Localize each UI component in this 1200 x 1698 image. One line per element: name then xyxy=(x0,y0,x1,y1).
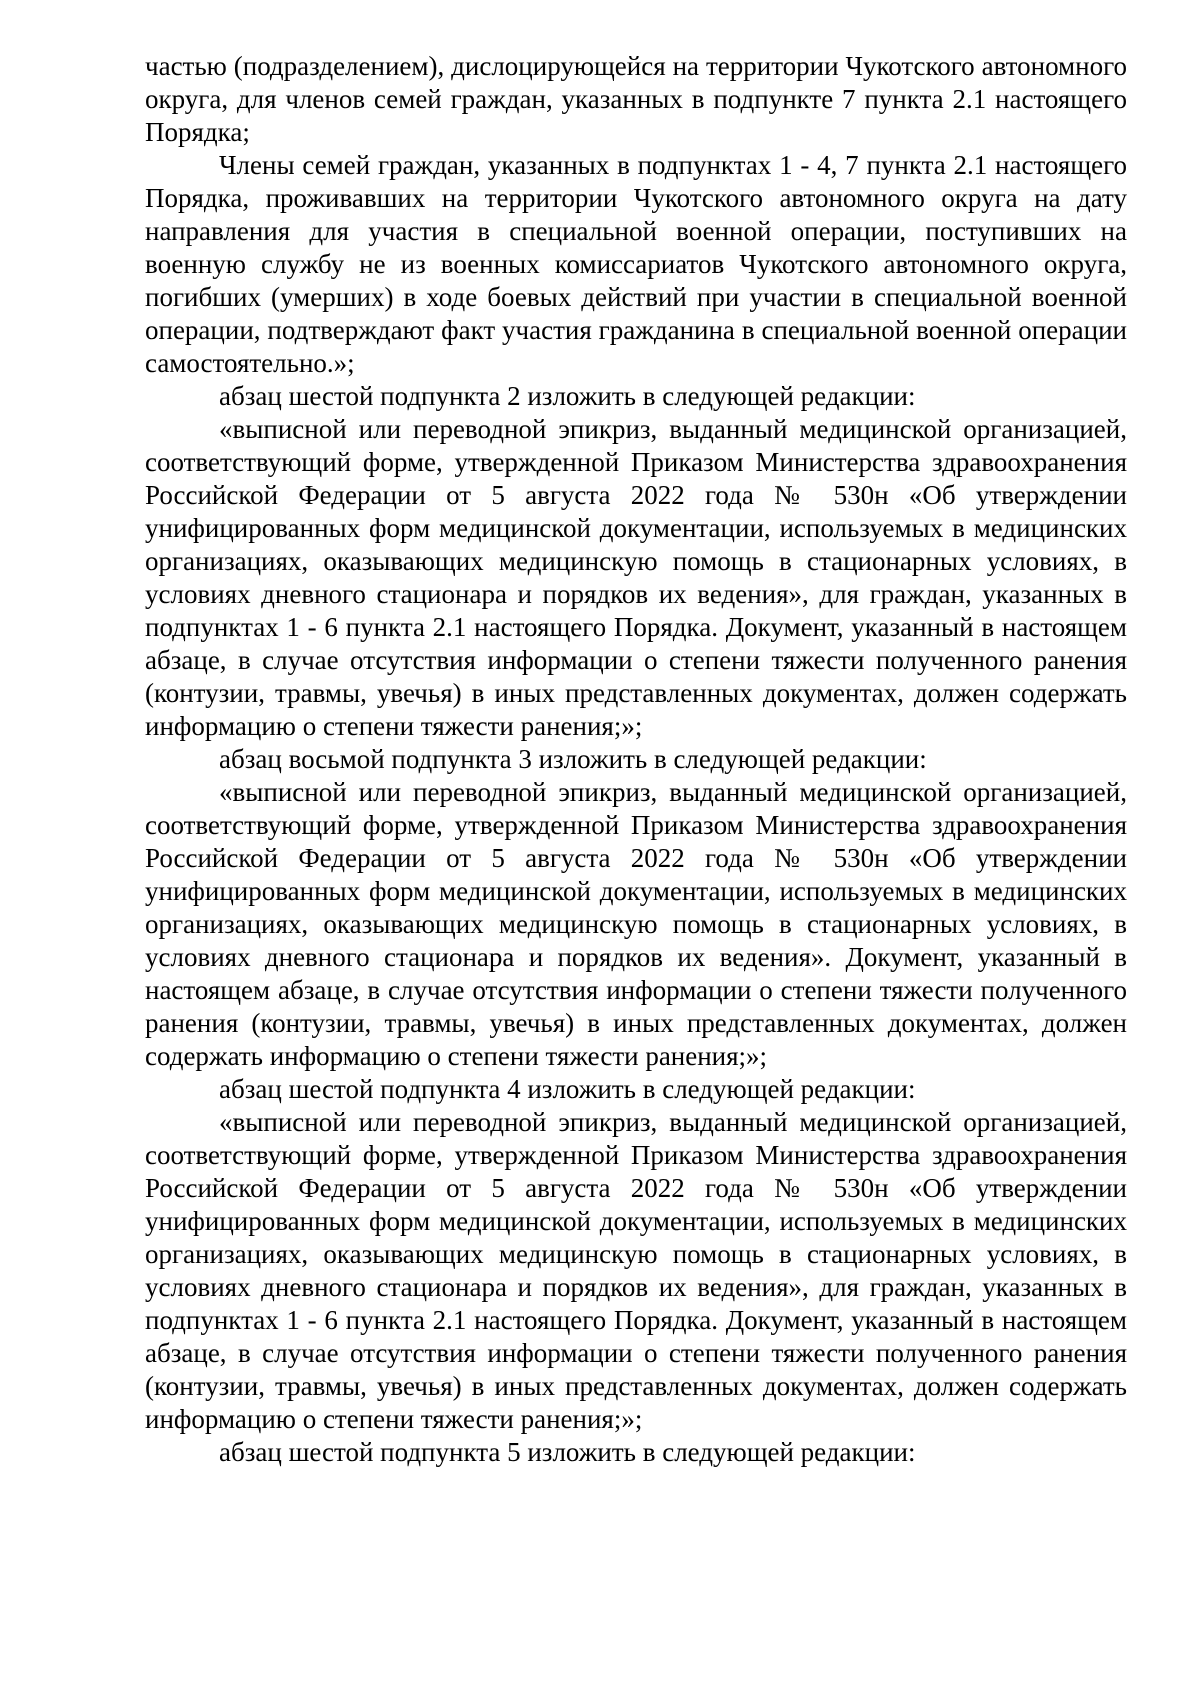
paragraph-epicrisis-subclause-3: «выписной или переводной эпикриз, выданный медицинской организацией, соответствующий форме, утвержденной Приказом Министерства здравоохранения Российской Федерации от 5 августа 2022 года № 530н «Об утверждении унифицированных форм медицинской документации, используемых в медицинских организациях, оказывающих медицинскую помощь в стационарных условиях, в условиях дневного стационара и порядков их ведения». Документ, указанный в настоящем абзаце, в случае отсутствия информации о степени тяжести полученного ранения (контузии, травмы, увечья) в иных представленных документах, должен содержать информацию о степени тяжести ранения;»; xyxy=(145,777,1127,1071)
paragraph-amendment-subclause-4: абзац шестой подпункта 4 изложить в следующей редакции: xyxy=(219,1074,916,1104)
paragraph-amendment-subclause-5: абзац шестой подпункта 5 изложить в следующей редакции: xyxy=(219,1437,916,1467)
paragraph-amendment-subclause-3: абзац восьмой подпункта 3 изложить в следующей редакции: xyxy=(219,744,927,774)
paragraph-family-members: Члены семей граждан, указанных в подпунктах 1 - 4, 7 пункта 2.1 настоящего Порядка, проживавших на территории Чукотского автономного округа на дату направления для участия в специальной военной операции, поступивших на военную службу не из военных комиссариатов Чукотского автономного округа, погибших (умерших) в ходе боевых действий при участии в специальной военной операции, подтверждают факт участия гражданина в специальной военной операции самостоятельно.»; xyxy=(145,150,1127,378)
paragraph-epicrisis-subclause-4: «выписной или переводной эпикриз, выданный медицинской организацией, соответствующий форме, утвержденной Приказом Министерства здравоохранения Российской Федерации от 5 августа 2022 года № 530н «Об утверждении унифицированных форм медицинской документации, используемых в медицинских организациях, оказывающих медицинскую помощь в стационарных условиях, в условиях дневного стационара и порядков их ведения», для граждан, указанных в подпунктах 1 - 6 пункта 2.1 настоящего Порядка. Документ, указанный в настоящем абзаце, в случае отсутствия информации о степени тяжести полученного ранения (контузии, травмы, увечья) в иных представленных документах, должен содержать информацию о степени тяжести ранения;»; xyxy=(145,1107,1127,1434)
document-page xyxy=(145,50,1127,1469)
paragraph-continuation: частью (подразделением), дислоцирующейся на территории Чукотского автономного округа, для членов семей граждан, указанных в подпункте 7 пункта 2.1 настоящего Порядка; xyxy=(145,51,1127,147)
paragraph-amendment-subclause-2: абзац шестой подпункта 2 изложить в следующей редакции: xyxy=(219,381,916,411)
paragraph-epicrisis-subclause-2: «выписной или переводной эпикриз, выданный медицинской организацией, соответствующий форме, утвержденной Приказом Министерства здравоохранения Российской Федерации от 5 августа 2022 года № 530н «Об утверждении унифицированных форм медицинской документации, используемых в медицинских организациях, оказывающих медицинскую помощь в стационарных условиях, в условиях дневного стационара и порядков их ведения», для граждан, указанных в подпунктах 1 - 6 пункта 2.1 настоящего Порядка. Документ, указанный в настоящем абзаце, в случае отсутствия информации о степени тяжести полученного ранения (контузии, травмы, увечья) в иных представленных документах, должен содержать информацию о степени тяжести ранения;»; xyxy=(145,414,1127,741)
